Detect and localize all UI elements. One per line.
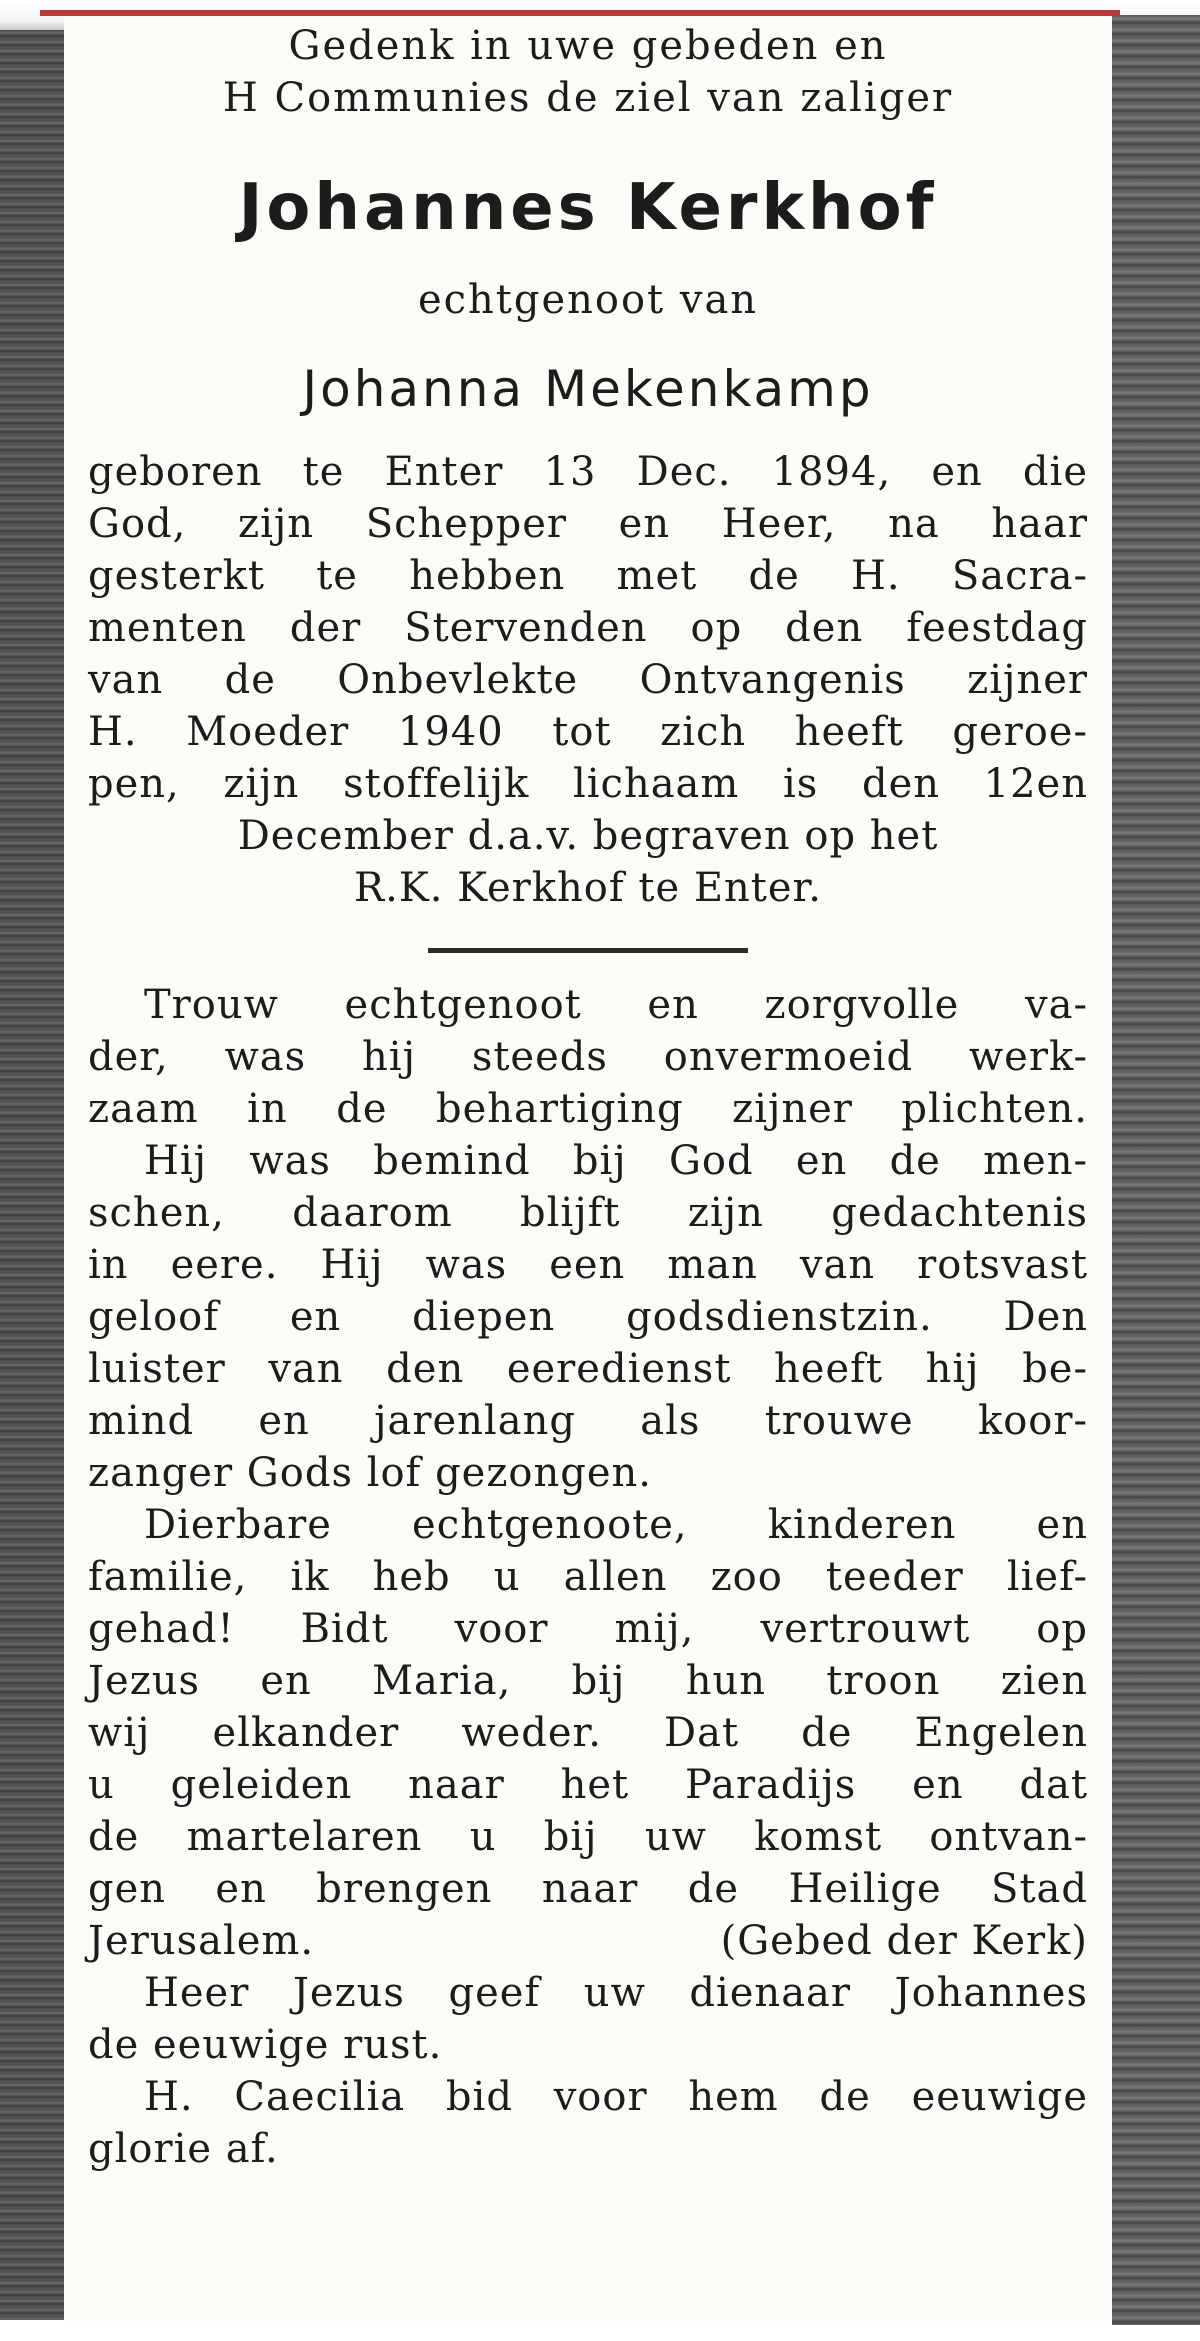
biography-line: H. Moeder 1940 tot zich heeft geroe- <box>88 709 1088 755</box>
spouse-name: Johanna Mekenkamp <box>302 360 874 418</box>
tribute-line: Jezus en Maria, bij hun troon zien <box>88 1658 1088 1704</box>
biography-line: geboren te Enter 13 Dec. 1894, en die <box>88 449 1088 495</box>
prayer-citation <box>88 1915 1088 1967</box>
closing-line: Heer Jezus geef uw dienaar Johannes <box>144 1970 1088 2016</box>
tribute-line: zanger Gods lof gezongen. <box>88 1450 653 1496</box>
section-divider <box>428 948 748 953</box>
tribute-paragraph <box>88 979 1088 2175</box>
citation-place: Jerusalem. <box>88 1918 315 1964</box>
tribute-line: geloof en diepen godsdienstzin. Den <box>88 1294 1088 1340</box>
biography-line: van de Onbevlekte Ontvangenis zijner <box>88 657 1088 703</box>
scan-left-edge <box>0 30 64 2320</box>
tribute-line: luister van den eeredienst heeft hij be- <box>88 1346 1088 1392</box>
citation-source: (Gebed der Kerk) <box>720 1918 1088 1964</box>
tribute-line: Hij was bemind bij God en de men- <box>144 1138 1088 1184</box>
scan-right-edge <box>1112 15 1200 2325</box>
deceased-name: Johannes Kerkhof <box>238 171 938 245</box>
tribute-line: mind en jarenlang als trouwe koor- <box>88 1398 1088 1444</box>
tribute-line: in eere. Hij was een man van rotsvast <box>88 1242 1088 1288</box>
prayer-card <box>64 16 1112 2321</box>
closing-line: de eeuwige rust. <box>88 2022 443 2068</box>
card-text <box>88 16 1088 2175</box>
biography-line: R.K. Kerkhof te Enter. <box>354 865 822 911</box>
tribute-line: zaam in de behartiging zijner plichten. <box>88 1086 1088 1132</box>
closing-line: H. Caecilia bid voor hem de eeuwige <box>144 2074 1088 2120</box>
tribute-line: gen en brengen naar de Heilige Stad <box>88 1866 1088 1912</box>
tribute-line: schen, daarom blijft zijn gedachtenis <box>88 1190 1088 1236</box>
closing-line: glorie af. <box>88 2126 279 2172</box>
spouse-label: echtgenoot van <box>417 277 759 323</box>
tribute-line: der, was hij steeds onvermoeid werk- <box>88 1034 1088 1080</box>
tribute-line: wij elkander weder. Dat de Engelen <box>88 1710 1088 1756</box>
intro-line-2: H Communies de ziel van zaliger <box>222 75 954 121</box>
biography-line: menten der Stervenden op den feestdag <box>88 605 1088 651</box>
tribute-line: u geleiden naar het Paradijs en dat <box>88 1762 1088 1808</box>
biography-line: December d.a.v. begraven op het <box>237 813 939 859</box>
tribute-line: de martelaren u bij uw komst ontvan- <box>88 1814 1088 1860</box>
tribute-line: Dierbare echtgenoote, kinderen en <box>144 1502 1088 1548</box>
intro-line-1: Gedenk in uwe gebeden en <box>288 23 888 69</box>
tribute-line: familie, ik heb u allen zoo teeder lief- <box>88 1554 1088 1600</box>
biography-line: gesterkt te hebben met de H. Sacra- <box>88 553 1088 599</box>
biography-line: God, zijn Schepper en Heer, na haar <box>88 501 1088 547</box>
tribute-line: gehad! Bidt voor mij, vertrouwt op <box>88 1606 1088 1652</box>
biography-line: pen, zijn stoffelijk lichaam is den 12en <box>88 761 1088 807</box>
biography-paragraph <box>88 446 1088 914</box>
tribute-line: Trouw echtgenoot en zorgvolle va- <box>144 982 1088 1028</box>
